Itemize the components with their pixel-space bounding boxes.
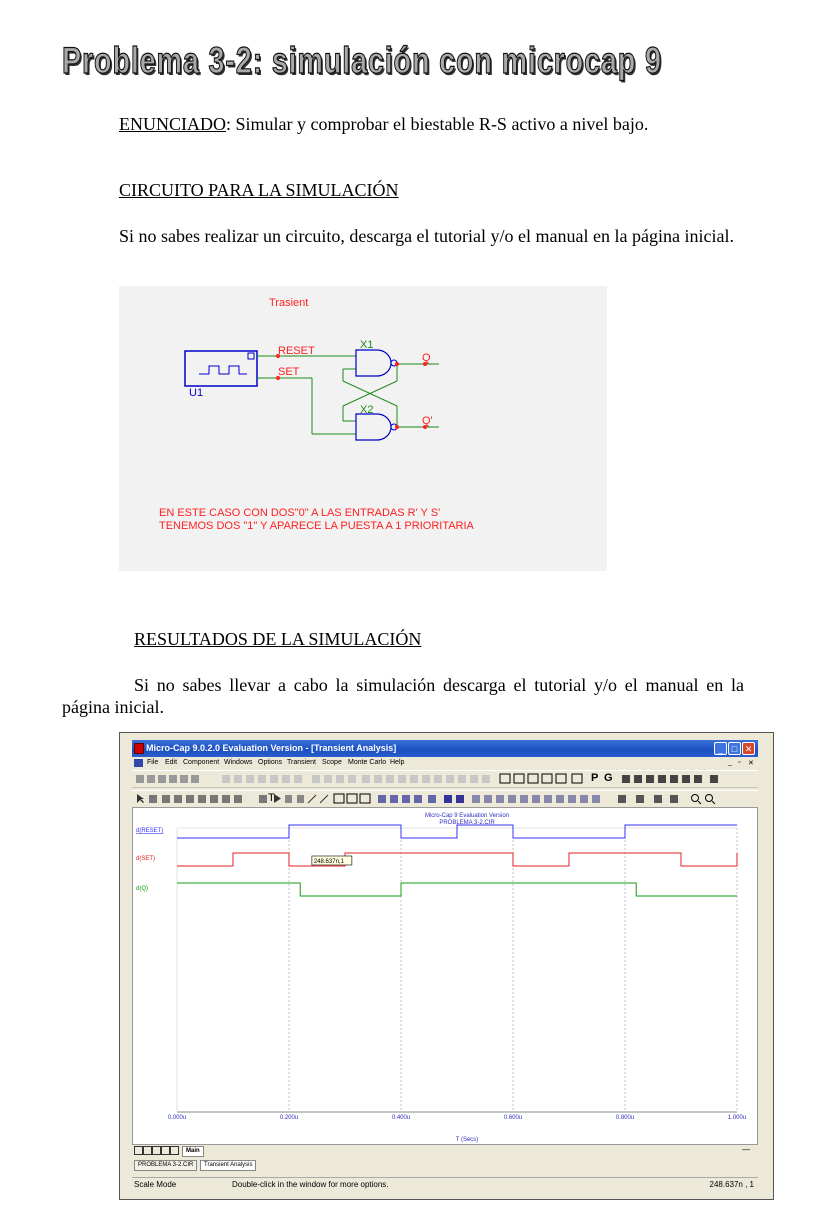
signal-label[interactable]: d(Q) [136, 886, 148, 892]
label-x2: X2 [360, 404, 374, 416]
microcap-window [119, 732, 774, 1200]
transient-plot-area[interactable] [132, 807, 758, 1145]
circuit-note-line1: EN ESTE CASO CON DOS"0" A LAS ENTRADAS R' Y S' [159, 507, 441, 519]
signal-label[interactable]: d(SET) [136, 856, 156, 862]
menu-component[interactable]: Component [183, 759, 220, 766]
menu-windows[interactable]: Windows [224, 759, 253, 766]
window-titlebar[interactable] [132, 740, 758, 757]
x-tick-label: 0.800u [615, 1115, 635, 1121]
toolbar-g-button[interactable]: G [604, 772, 613, 784]
circuit-section-text: Si no sabes realizar un circuito, descarga el tutorial y/o el manual en la página inicial. [119, 226, 734, 246]
page-title: Problema 3-2: simulación con microcap 9 [62, 40, 662, 81]
window-title: Micro-Cap 9.0.2.0 Evaluation Version - [Transient Analysis] [146, 743, 397, 753]
tab-main[interactable]: Main [182, 1146, 204, 1157]
enunciado-paragraph [119, 113, 648, 135]
menu-help[interactable]: Help [390, 759, 405, 766]
menu-monte-carlo[interactable]: Monte Carlo [348, 759, 387, 766]
menu-file[interactable]: File [147, 759, 159, 766]
close-icon[interactable]: ✕ [742, 742, 755, 755]
enunciado-label: ENUNCIADO [119, 114, 226, 134]
pulse-generator-u1 [185, 351, 257, 386]
label-set: SET [278, 366, 300, 378]
status-bar [132, 1177, 758, 1191]
x-tick-label: 0.400u [391, 1115, 411, 1121]
mdi-close-icon[interactable]: ✕ [748, 760, 754, 767]
circuit-schematic [119, 286, 607, 571]
analysis-toolbar [132, 790, 758, 808]
label-u1: U1 [189, 387, 204, 399]
menu-options[interactable]: Options [258, 759, 283, 766]
label-x1: X1 [360, 339, 374, 351]
menu-bar [132, 757, 758, 769]
nand-gate-x2 [356, 414, 391, 440]
x-tick-label: 1.000u [727, 1115, 747, 1121]
label-q-bar: Q' [422, 415, 433, 427]
circuit-note-line2: TENEMOS DOS "1" Y APARECE LA PUESTA A 1 PRIORITARIA [159, 520, 474, 532]
text-tool-button[interactable]: T [268, 792, 275, 804]
signal-trace [177, 853, 737, 866]
menu-edit[interactable]: Edit [165, 759, 178, 766]
pulse-symbol-icon [199, 366, 247, 374]
schematic-title: Trasient [269, 297, 309, 309]
x-axis-label: T (Secs) [455, 1137, 479, 1143]
status-mode: Scale Mode [134, 1180, 177, 1189]
minimize-pane-icon[interactable]: — [742, 1145, 750, 1154]
menu-transient[interactable]: Transient [287, 759, 316, 766]
label-q: Q [422, 352, 431, 364]
waveform-chart [133, 808, 757, 1144]
label-reset: RESET [278, 345, 315, 357]
plot-header-line2: PROBLEMA 3-2.CIR [439, 820, 495, 826]
signal-label[interactable]: d(RESET) [136, 828, 164, 834]
plot-header-line1: Micro-Cap 9 Evaluation Version [424, 813, 510, 819]
document-icon[interactable] [134, 759, 143, 767]
x-tick-label: 0.000u [167, 1115, 187, 1121]
status-hint: Double-click in the window for more options. [232, 1180, 389, 1189]
circuit-section-heading: CIRCUITO PARA LA SIMULACIÓN [119, 180, 399, 200]
results-section-heading: RESULTADOS DE LA SIMULACIÓN [134, 629, 422, 649]
tab-transient-analysis[interactable]: Transient Analysis [200, 1160, 256, 1171]
minimize-icon[interactable]: _ [714, 742, 727, 755]
signal-trace [177, 825, 737, 838]
navigation-tab-bar [132, 1145, 758, 1156]
nand-gate-x1 [356, 350, 391, 376]
x-tick-label: 0.200u [279, 1115, 299, 1121]
main-toolbar [132, 770, 758, 788]
file-tab-bar [132, 1159, 758, 1171]
menu-scope[interactable]: Scope [322, 759, 342, 766]
toolbar-p-button[interactable]: P [591, 772, 599, 784]
cursor-tooltip-text: 248.637n,1 [313, 859, 344, 865]
status-coordinates: 248.637n , 1 [709, 1180, 754, 1189]
mdi-restore-icon[interactable]: ▫ [738, 759, 741, 766]
x-tick-label: 0.600u [503, 1115, 523, 1121]
tab-circuit-file[interactable]: PROBLEMA 3-2.CIR [134, 1160, 197, 1171]
results-section-text: Si no sabes llevar a cabo la simulación descarga el tutorial y/o el manual en la página inicial. [62, 675, 744, 717]
maximize-icon[interactable]: □ [728, 742, 741, 755]
microcap-app-icon [134, 743, 144, 754]
mdi-minimize-icon[interactable]: _ [728, 759, 732, 766]
enunciado-text: : Simular y comprobar el biestable R-S activo a nivel bajo. [226, 114, 649, 134]
signal-trace [177, 883, 737, 896]
